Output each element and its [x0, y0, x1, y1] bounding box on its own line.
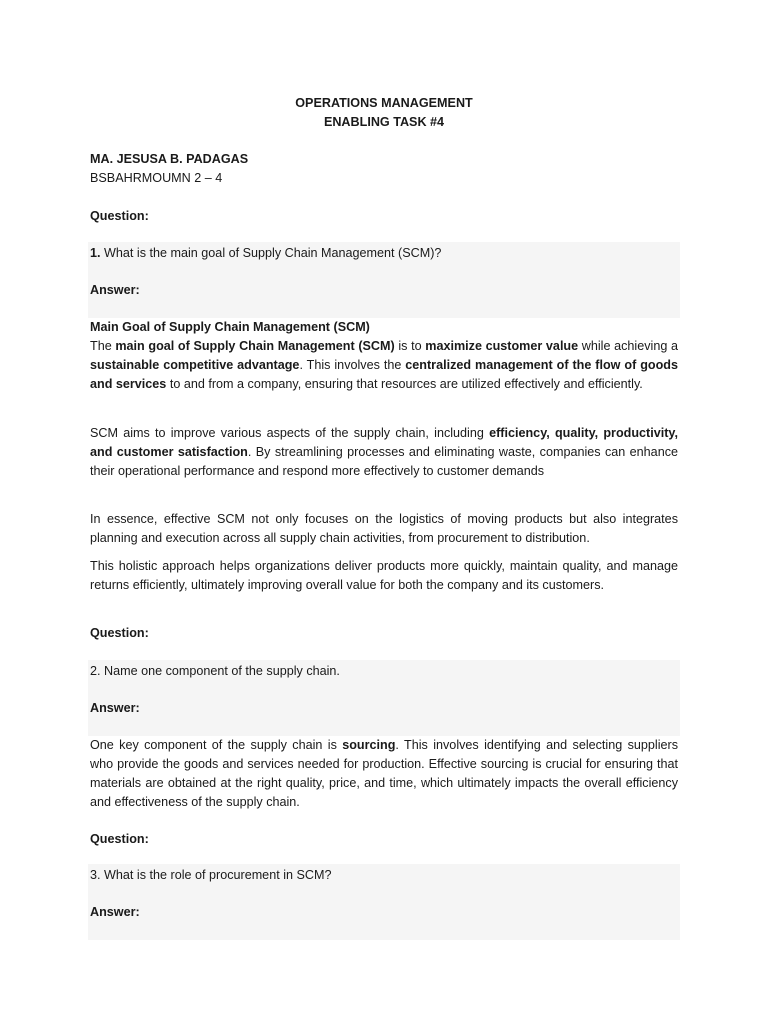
document-title: OPERATIONS MANAGEMENT	[295, 96, 473, 110]
bold-run: centralized management of the flow of goods and services	[90, 358, 678, 391]
text-run: . This involves identifying and selecting suppliers who provide the goods and services needed for production. Effective sourcing is crucial for ensuring that materials are obtained at the right quality, price, and time, which ultimately impacts the overall efficiency and effectiveness of the supply chain.	[90, 738, 678, 809]
text-run: The	[90, 339, 116, 353]
answer-2-paragraph-1	[90, 736, 678, 812]
question-1-text	[90, 244, 678, 263]
answer-1-paragraph-3: In essence, effective SCM not only focuses on the logistics of moving products but also integrates planning and execution across all supply chain activities, from procurement to distribution.	[90, 512, 678, 545]
document-subtitle: ENABLING TASK #4	[323, 115, 445, 129]
question-1-number: 1.	[90, 246, 101, 260]
answer-label-2: Answer:	[90, 701, 140, 715]
answer-1-paragraph-1	[90, 337, 678, 394]
bold-run: maximize customer value	[425, 339, 579, 353]
question-3-text: 3. What is the role of procurement in SCM?	[90, 868, 332, 882]
bold-run: sourcing	[342, 738, 396, 752]
answer-1-paragraph-2	[90, 424, 678, 481]
question-label-1: Question:	[90, 209, 149, 223]
text-run: . This involves the	[299, 358, 406, 372]
text-run: One key component of the supply chain is	[90, 738, 343, 752]
answer-1-paragraph-4: This holistic approach helps organizations deliver products more quickly, maintain quality, and manage returns efficiently, ultimately improving overall value for both the company and its customers.	[90, 559, 678, 592]
author-section: BSBAHRMOUMN 2 – 4	[90, 171, 223, 185]
question-2-text: 2. Name one component of the supply chain.	[90, 664, 340, 678]
question-1-body: What is the main goal of Supply Chain Management (SCM)?	[100, 246, 442, 260]
question-label-2: Question:	[90, 626, 149, 640]
text-run: . By streamlining processes and eliminating waste, companies can enhance their operational performance and respond more effectively to customer demands	[90, 445, 678, 478]
bold-run: sustainable competitive advantage	[90, 358, 300, 372]
text-run: while achieving a	[578, 339, 678, 353]
answer-label-1: Answer:	[90, 283, 140, 297]
text-run: is to	[394, 339, 426, 353]
bold-run: main goal of Supply Chain Management (SCM)	[115, 339, 395, 353]
text-run: SCM aims to improve various aspects of the supply chain, including	[90, 426, 490, 440]
answer-label-3: Answer:	[90, 905, 140, 919]
answer-1-heading: Main Goal of Supply Chain Management (SCM)	[90, 320, 370, 334]
text-run: to and from a company, ensuring that resources are utilized effectively and efficiently.	[166, 377, 643, 391]
question-label-3: Question:	[90, 832, 149, 846]
author-name: MA. JESUSA B. PADAGAS	[90, 152, 249, 166]
bold-run: efficiency, quality, productivity, and customer satisfaction	[90, 426, 678, 459]
